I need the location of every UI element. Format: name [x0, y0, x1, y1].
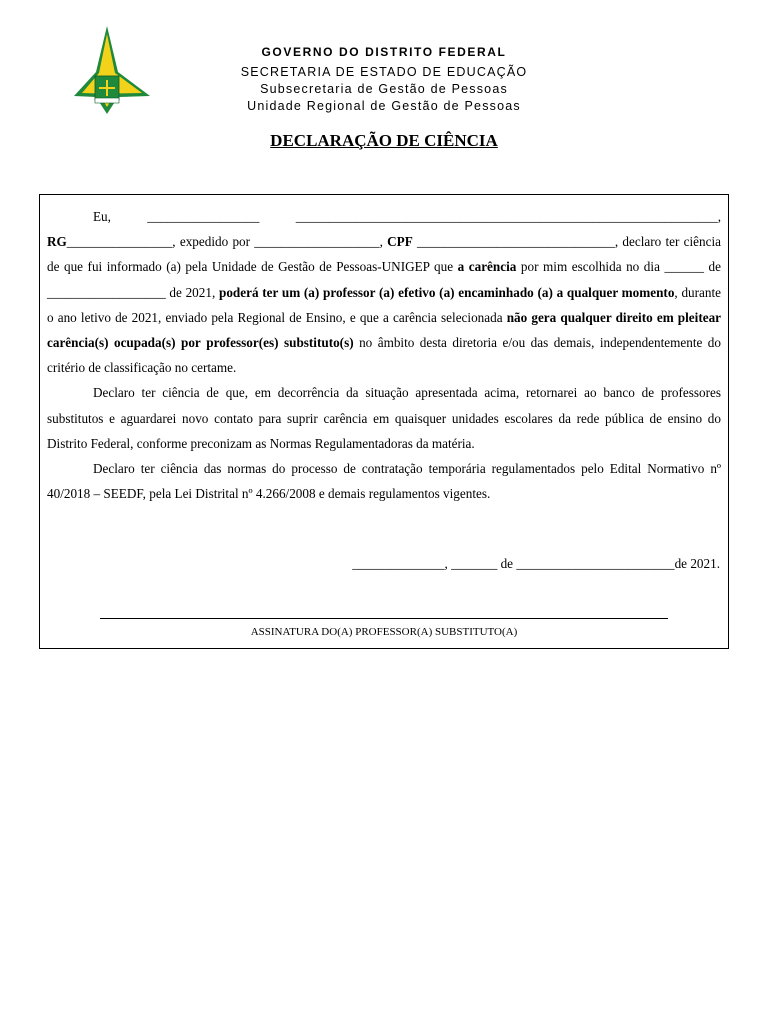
- date-fill-segment: mim escolhida no dia ______ de __________________ de 2021,: [47, 259, 721, 300]
- declaration-paragraph-3: Declaro ter ciência das normas do processo de contratação temporária regulamentados pelo Edital Normativo nº 40/2018 – SEEDF, pela Lei Distrital nº 4.266/2008 e demais regulamentos vigentes.: [47, 461, 721, 502]
- header-regional-unit-line: Unidade Regional de Gestão de Pessoas: [247, 99, 521, 113]
- declaration-box: [39, 194, 729, 649]
- text-segment: por: [516, 259, 539, 275]
- bold-segment: não gera qualquer direito em pleitear carência(s) ocupada(s) por: [47, 309, 722, 351]
- cpf-label: CPF: [387, 234, 413, 250]
- declaration-paragraph-2: Declaro ter ciência de que, em decorrência da situação apresentada acima, retornarei ao banco de professores substitutos e aguardarei novo contato para suprir carência em quaisquer unidades escolares da rede pública de ensino do Distrito Federal, conforme preconizam as Normas Regulamentadoras da matéria.: [47, 385, 721, 451]
- place-date-line: ______________, _______ de ________________________de 2021.: [352, 556, 720, 571]
- bold-segment: (a) encaminhado (a) a qualquer momento: [439, 284, 675, 300]
- signature-caption: ASSINATURA DO(A) PROFESSOR(A) SUBSTITUTO(A): [250, 626, 518, 638]
- bold-segment: poderá ter um (a) professor (a) efetivo: [218, 284, 436, 300]
- text-segment: declaro ter ciência de que fui informado (a) pela Unidade de Gestão de Pessoas-UNIGEP que: [47, 234, 721, 275]
- gdf-coat-of-arms-logo: [66, 24, 154, 116]
- bold-segment: a carência: [457, 259, 517, 275]
- text-segment: , durante o ano letivo de 2021, enviado pela Regional de Ensino,: [47, 284, 721, 325]
- rg-label: RG: [47, 234, 67, 250]
- bold-segment: professor(es) substituto(s): [206, 335, 354, 351]
- header-secretariat-line: SECRETARIA DE ESTADO DE EDUCAÇÃO: [240, 65, 528, 79]
- name-fill-line: Eu, _________________ ________________________________________________________________,: [93, 209, 721, 224]
- text-segment: classificação no certame.: [104, 360, 237, 376]
- text-segment: no âmbito desta diretoria e/ou das demais, independentemente do critério de: [47, 335, 721, 376]
- document-title: DECLARAÇÃO DE CIÊNCIA: [270, 131, 498, 150]
- text-segment: e que a carência selecionada: [349, 309, 507, 325]
- declaration-body: [47, 204, 721, 506]
- logo-ribbon: [95, 98, 119, 103]
- declaration-paragraph-1: [47, 204, 721, 380]
- cpf-fill-line: ______________________________,: [412, 234, 619, 250]
- header-government-line: GOVERNO DO DISTRITO FEDERAL: [261, 45, 507, 59]
- header-subsecretariat-line: Subsecretaria de Gestão de Pessoas: [260, 82, 508, 96]
- rg-fill-line: ________________, expedido por ___________________,: [66, 234, 388, 250]
- signature-line: [100, 618, 668, 619]
